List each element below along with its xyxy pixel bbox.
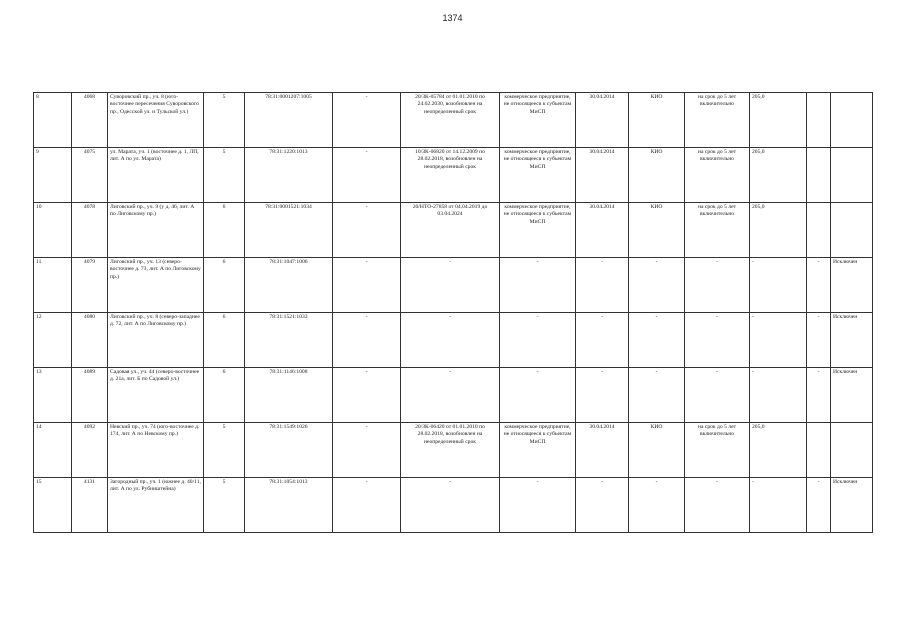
cadastral-number-cell: 78:31:1047:1006	[245, 258, 333, 313]
date-cell: 30.04.2014	[576, 93, 629, 148]
agency-cell: -	[629, 368, 685, 423]
table-row	[34, 313, 873, 368]
zone-cell: 5	[204, 423, 245, 478]
contract-cell: 20/НТО-27858 от 04.04.2019 до 03.04.2024	[401, 203, 500, 258]
agency-cell: КИО	[629, 203, 685, 258]
date-cell: -	[576, 368, 629, 423]
extra-cell: -	[807, 368, 831, 423]
extra-cell	[807, 203, 831, 258]
table-row	[34, 148, 873, 203]
contract-cell: 10/ЗК-06820 от 14.12.2009 по 28.02.2018, возобновлен на неопределенный срок	[401, 148, 500, 203]
category-cell: коммерческое предприятие, не относящееся к субъектам МиСП	[500, 203, 576, 258]
term-cell: на срок до 5 лет включительно	[685, 93, 750, 148]
note-cell: Исключен	[831, 313, 873, 368]
row-number-cell: 8	[34, 93, 72, 148]
status-dash-cell: -	[333, 258, 401, 313]
address-cell: Садовая ул., уч. 44 (северо-восточнее д. 21а, лит. Б по Садовой ул.)	[108, 368, 204, 423]
zone-cell: 6	[204, 258, 245, 313]
address-cell: Невский пр., уч. 74 (юго-восточнее д. 174, лит. А по Невскому пр.)	[108, 423, 204, 478]
extra-cell: -	[807, 478, 831, 533]
contract-cell: -	[401, 258, 500, 313]
area-cell: 205,0	[750, 148, 807, 203]
address-cell: ул. Марата, уч. 1 (восточнее д. 1, ЛП, лит. А по ул. Марата)	[108, 148, 204, 203]
table-row	[34, 258, 873, 313]
term-cell: на срок до 5 лет включительно	[685, 423, 750, 478]
row-number-cell: 12	[34, 313, 72, 368]
object-code-cell: 4092	[72, 423, 108, 478]
status-dash-cell: -	[333, 203, 401, 258]
area-cell: 205,0	[750, 93, 807, 148]
row-number-cell: 14	[34, 423, 72, 478]
row-number-cell: 11	[34, 258, 72, 313]
page-number: 1374	[442, 13, 463, 23]
category-cell: коммерческое предприятие, не относящееся к субъектам МиСП	[500, 423, 576, 478]
object-code-cell: 4078	[72, 203, 108, 258]
category-cell: -	[500, 368, 576, 423]
extra-cell	[807, 148, 831, 203]
status-dash-cell: -	[333, 368, 401, 423]
object-code-cell: 4089	[72, 368, 108, 423]
extra-cell: -	[807, 313, 831, 368]
term-cell: на срок до 5 лет включительно	[685, 203, 750, 258]
status-dash-cell: -	[333, 423, 401, 478]
note-cell	[831, 423, 873, 478]
cadastral-number-cell: 78:31:1220:1013	[245, 148, 333, 203]
object-code-cell: 4080	[72, 313, 108, 368]
area-cell: -	[750, 478, 807, 533]
date-cell: 30.04.2014	[576, 423, 629, 478]
object-code-cell: 4068	[72, 93, 108, 148]
contract-cell: 20/ЗК-05784 от 01.01.2010 по 24.02.2030, возобновлен на неопределенный срок	[401, 93, 500, 148]
note-cell: Исключен	[831, 368, 873, 423]
area-cell: 205,0	[750, 423, 807, 478]
contract-cell: -	[401, 478, 500, 533]
cadastral-number-cell: 78:31:1054:1013	[245, 478, 333, 533]
zone-cell: 6	[204, 313, 245, 368]
term-cell: -	[685, 258, 750, 313]
zone-cell: 6	[204, 368, 245, 423]
table-row	[34, 368, 873, 423]
row-number-cell: 9	[34, 148, 72, 203]
area-cell: -	[750, 313, 807, 368]
contract-cell: -	[401, 368, 500, 423]
agency-cell: -	[629, 313, 685, 368]
agency-cell: -	[629, 478, 685, 533]
object-code-cell: 4075	[72, 148, 108, 203]
extra-cell	[807, 93, 831, 148]
note-cell: Исключен	[831, 478, 873, 533]
date-cell: 30.04.2014	[576, 148, 629, 203]
date-cell: -	[576, 478, 629, 533]
agency-cell: КИО	[629, 423, 685, 478]
zone-cell: 5	[204, 478, 245, 533]
address-cell: Лиговский пр., уч. 13 (северо-восточнее д. 73, лит. А по Лиговскому пр.)	[108, 258, 204, 313]
extra-cell: -	[807, 258, 831, 313]
category-cell: -	[500, 478, 576, 533]
agency-cell: -	[629, 258, 685, 313]
address-cell: Лиговский пр., уч. 8 (северо-западнее д. 72, лит. А по Лиговскому пр.)	[108, 313, 204, 368]
agency-cell: КИО	[629, 148, 685, 203]
status-dash-cell: -	[333, 313, 401, 368]
date-cell: -	[576, 313, 629, 368]
cadastral-number-cell: 78:31:1521:1033	[245, 313, 333, 368]
note-cell	[831, 148, 873, 203]
row-number-cell: 10	[34, 203, 72, 258]
table-row	[34, 93, 873, 148]
area-cell: 205,0	[750, 203, 807, 258]
contract-cell: -	[401, 313, 500, 368]
category-cell: -	[500, 258, 576, 313]
table-row	[34, 423, 873, 478]
register-body	[34, 93, 873, 533]
row-number-cell: 13	[34, 368, 72, 423]
category-cell: коммерческое предприятие, не относящееся к субъектам МиСП	[500, 148, 576, 203]
contract-cell: 20/ЗК-06420 от 01.01.2010 по 28.02.2018, возобновлен на неопределенный срок	[401, 423, 500, 478]
cadastral-number-cell: 78:31:1549:1026	[245, 423, 333, 478]
row-number-cell: 15	[34, 478, 72, 533]
zone-cell: 5	[204, 148, 245, 203]
extra-cell	[807, 423, 831, 478]
status-dash-cell: -	[333, 478, 401, 533]
agency-cell: КИО	[629, 93, 685, 148]
date-cell: -	[576, 258, 629, 313]
term-cell: на срок до 5 лет включительно	[685, 148, 750, 203]
address-cell: Суворовский пр., уч. 8 (юго-восточнее пересечения Суворовского пр., Одесской ул. и Тульской ул.)	[108, 93, 204, 148]
object-code-cell: 4079	[72, 258, 108, 313]
area-cell: -	[750, 258, 807, 313]
table-row	[34, 203, 873, 258]
cadastral-number-cell: 78:31:1146:1008	[245, 368, 333, 423]
category-cell: коммерческое предприятие, не относящееся к субъектам МиСП	[500, 93, 576, 148]
status-dash-cell: -	[333, 93, 401, 148]
date-cell: 30.04.2014	[576, 203, 629, 258]
category-cell: -	[500, 313, 576, 368]
term-cell: -	[685, 478, 750, 533]
note-cell	[831, 203, 873, 258]
table-row	[34, 478, 873, 533]
cadastral-number-cell: 78:31:0001207:1005	[245, 93, 333, 148]
term-cell: -	[685, 313, 750, 368]
note-cell: Исключен	[831, 258, 873, 313]
status-dash-cell: -	[333, 148, 401, 203]
cadastral-number-cell: 78:31:0001521:1034	[245, 203, 333, 258]
address-cell: Загородный пр., уч. 1 (южнее д. 40/11, лит. А по ул. Рубинштейна)	[108, 478, 204, 533]
area-cell: -	[750, 368, 807, 423]
note-cell	[831, 93, 873, 148]
address-cell: Лиговский пр., уч. 9 (у д. 46, лит. А по Лиговскому пр.)	[108, 203, 204, 258]
zone-cell: 6	[204, 203, 245, 258]
object-code-cell: 4131	[72, 478, 108, 533]
register-table	[33, 92, 873, 533]
term-cell: -	[685, 368, 750, 423]
zone-cell: 5	[204, 93, 245, 148]
